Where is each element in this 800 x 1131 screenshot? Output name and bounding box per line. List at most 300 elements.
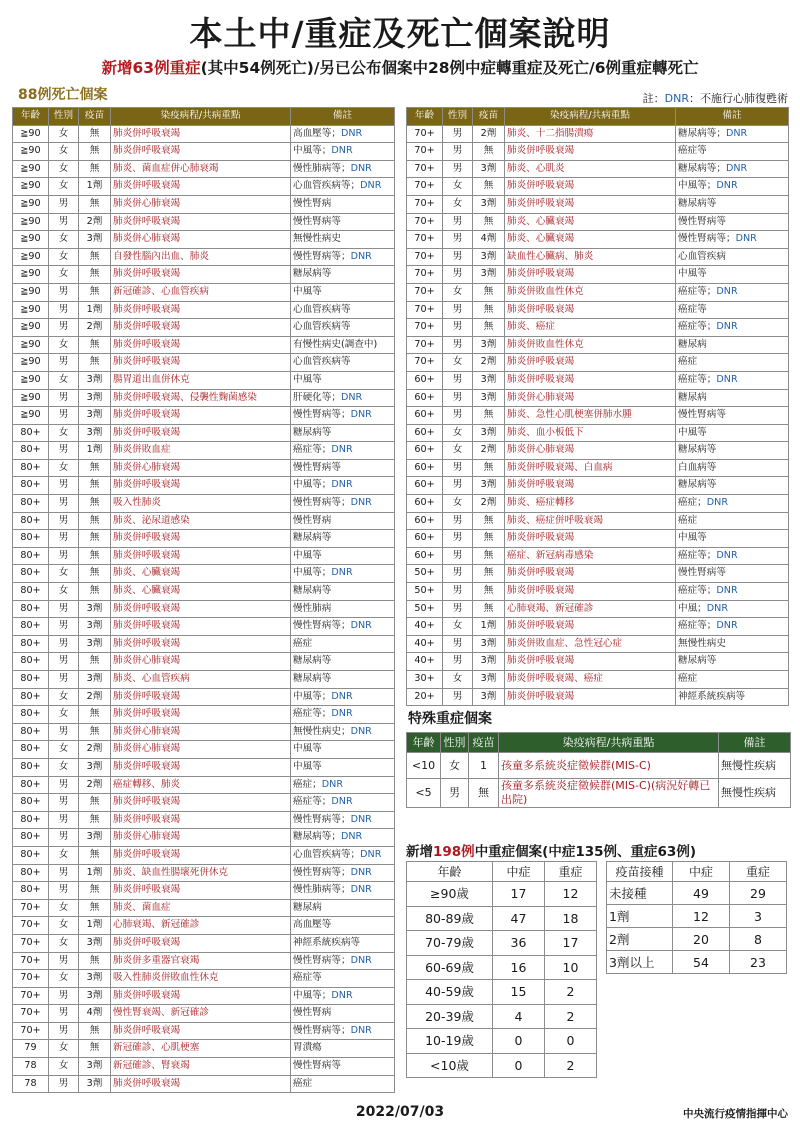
severe-count-cell: 0 — [545, 1029, 597, 1054]
severe-count-cell: 17 — [545, 931, 597, 956]
age-cell: 80+ — [13, 618, 49, 636]
table-row — [407, 565, 789, 583]
table-row — [407, 143, 789, 161]
remark-cell — [291, 864, 395, 882]
dnr-tag: DNR — [331, 444, 353, 456]
sex-cell: 女 — [49, 917, 79, 935]
remark-cell — [291, 1005, 395, 1023]
dnr-tag: DNR — [716, 285, 738, 297]
age-cell: 80+ — [13, 811, 49, 829]
table-row — [407, 671, 789, 689]
remark-text: 心血管疾病等 — [293, 321, 351, 333]
condition-cell: 肺炎併呼吸衰竭 — [111, 934, 291, 952]
vaccine-cell: 無 — [79, 459, 111, 477]
table-row — [407, 1053, 597, 1078]
table-row — [13, 319, 395, 337]
table-row — [407, 530, 789, 548]
page-subtitle — [0, 56, 800, 78]
condition-cell: 肺炎、十二指腸潰瘍 — [505, 125, 676, 143]
remark-text: 慢性腎病等； — [678, 233, 736, 245]
table-row — [407, 688, 789, 706]
age-cell: 70+ — [13, 917, 49, 935]
condition-cell: 肺炎併多重器官衰竭 — [111, 952, 291, 970]
vaccine-cell: 3劑 — [473, 688, 505, 706]
new-cases-count: 198例 — [433, 844, 475, 860]
age-cell: 80+ — [13, 723, 49, 741]
severe-count-cell: 10 — [545, 955, 597, 980]
remark-cell — [291, 125, 395, 143]
dnr-tag: DNR — [331, 690, 353, 702]
vaccine-cell: 3劑 — [79, 987, 111, 1005]
vaccine-cell: 無 — [473, 459, 505, 477]
dnr-tag: DNR — [360, 848, 382, 860]
sex-cell: 男 — [49, 653, 79, 671]
table-row — [407, 442, 789, 460]
age-cell: 40+ — [407, 635, 443, 653]
sex-cell: 男 — [49, 829, 79, 847]
sex-cell: 男 — [443, 160, 473, 178]
age-cell: 80+ — [13, 653, 49, 671]
remark-text: 癌症等 — [678, 303, 707, 315]
vaccine-cell: 1 — [469, 753, 499, 779]
condition-cell: 肺炎併呼吸衰竭 — [111, 600, 291, 618]
table-row — [407, 266, 789, 284]
remark-text: 中風等 — [293, 549, 322, 561]
age-cell: ≧90 — [13, 231, 49, 249]
age-cell: 80+ — [13, 495, 49, 513]
vaccine-cell: 1劑 — [473, 618, 505, 636]
vaccine-cell: 3劑 — [79, 970, 111, 988]
death-section-title: 88例死亡個案 — [18, 87, 108, 103]
remark-cell — [291, 459, 395, 477]
condition-cell: 新冠確診、腎衰竭 — [111, 1058, 291, 1076]
table-row — [13, 706, 395, 724]
table-row — [407, 906, 597, 931]
dnr-tag: DNR — [716, 585, 738, 597]
age-cell: ≧90 — [13, 248, 49, 266]
table-row — [13, 512, 395, 530]
table-row — [13, 442, 395, 460]
dnr-tag: DNR — [716, 620, 738, 632]
condition-cell: 肺炎、泌尿道感染 — [111, 512, 291, 530]
sex-cell: 男 — [49, 195, 79, 213]
remark-cell — [676, 248, 789, 266]
remark-cell — [291, 354, 395, 372]
table-row — [407, 178, 789, 196]
remark-text: 癌症等； — [293, 444, 332, 456]
remark-text: 中風等 — [678, 532, 707, 544]
vaccine-cell: 2劑 — [79, 688, 111, 706]
age-cell: 78 — [13, 1058, 49, 1076]
sex-cell: 女 — [49, 688, 79, 706]
remark-text: 中風等； — [293, 145, 332, 157]
moderate-count-cell: 0 — [493, 1029, 545, 1054]
remark-cell — [291, 336, 395, 354]
table-row — [407, 1004, 597, 1029]
dnr-tag: DNR — [716, 373, 738, 385]
sex-cell: 男 — [443, 583, 473, 601]
remark-text: 中風等； — [293, 567, 332, 579]
sex-cell: 男 — [49, 283, 79, 301]
table-row — [407, 547, 789, 565]
age-cell: ≧90 — [13, 213, 49, 231]
remark-cell — [291, 741, 395, 759]
sex-cell: 男 — [49, 354, 79, 372]
age-cell: 80+ — [13, 600, 49, 618]
column-header: 重症 — [730, 862, 787, 882]
remark-text: 癌症； — [678, 497, 707, 509]
remark-cell — [676, 583, 789, 601]
table-row — [13, 583, 395, 601]
vaccine-cell: 無 — [79, 477, 111, 495]
table-row — [13, 600, 395, 618]
age-cell: ≧90 — [13, 336, 49, 354]
remark-text: 心血管疾病等 — [293, 303, 351, 315]
remark-text: 慢性腎病等； — [293, 866, 351, 878]
remark-cell — [676, 618, 789, 636]
vaccine-cell: 4劑 — [473, 231, 505, 249]
table-row — [13, 459, 395, 477]
remark-cell — [291, 934, 395, 952]
condition-cell: 肺炎併呼吸衰竭 — [111, 301, 291, 319]
table-row — [13, 407, 395, 425]
remark-text: 中風等 — [678, 426, 707, 438]
sex-cell: 男 — [49, 1075, 79, 1093]
remark-cell — [291, 811, 395, 829]
vaccine-cell: 3劑 — [79, 407, 111, 425]
age-cell: 70+ — [407, 301, 443, 319]
dnr-tag: DNR — [716, 549, 738, 561]
table-row — [407, 319, 789, 337]
table-row — [13, 811, 395, 829]
table-row — [13, 1058, 395, 1076]
age-cell: ≧90 — [13, 195, 49, 213]
condition-cell: 吸入性肺炎併敗血性休克 — [111, 970, 291, 988]
remark-text: 慢性腎病 — [293, 514, 332, 526]
age-cell: 60+ — [407, 547, 443, 565]
vaccine-cell: 無 — [79, 811, 111, 829]
condition-cell: 孩童多系統炎症徵候群(MIS-C)(病況好轉已出院) — [499, 779, 719, 808]
condition-cell: 肺炎併呼吸衰竭 — [505, 195, 676, 213]
remark-cell — [676, 371, 789, 389]
remark-text: 慢性腎病 — [293, 1007, 332, 1019]
condition-cell: 肺炎、心血管疾病 — [111, 671, 291, 689]
condition-cell: 肺炎併呼吸衰竭 — [111, 266, 291, 284]
remark-text: 癌症 — [293, 637, 313, 649]
vaccine-cell: 2劑 — [79, 319, 111, 337]
condition-cell: 肺炎併敗血性休克 — [505, 283, 676, 301]
vaccine-cell: 2劑 — [473, 442, 505, 460]
new-cases-suffix: 中重症個案(中症135例、重症63例) — [474, 844, 696, 860]
severe-count-cell: 12 — [545, 882, 597, 907]
sex-cell: 女 — [443, 354, 473, 372]
condition-cell: 肺炎併呼吸衰竭 — [111, 811, 291, 829]
sex-cell: 女 — [49, 178, 79, 196]
remark-cell — [291, 178, 395, 196]
remark-cell — [291, 618, 395, 636]
category-cell: ≥90歲 — [407, 882, 493, 907]
table-row — [13, 934, 395, 952]
table-row — [13, 917, 395, 935]
table-row — [407, 231, 789, 249]
condition-cell: 肺炎併呼吸衰竭 — [111, 882, 291, 900]
remark-text: 慢性腎病 — [293, 197, 332, 209]
sex-cell: 男 — [443, 512, 473, 530]
sex-cell: 女 — [49, 1040, 79, 1058]
vaccine-cell: 3劑 — [79, 829, 111, 847]
condition-cell: 肺炎併敗血症、急性冠心症 — [505, 635, 676, 653]
death-cases-table-left — [12, 107, 395, 1093]
remark-text: 慢性腎病等； — [293, 1024, 351, 1036]
dnr-tag: DNR — [331, 708, 353, 720]
vaccine-cell: 3劑 — [473, 671, 505, 689]
vaccine-cell: 無 — [473, 213, 505, 231]
remark-text: 中風等； — [678, 180, 717, 192]
remark-cell — [291, 424, 395, 442]
age-cell: 70+ — [13, 970, 49, 988]
remark-text: 癌症等； — [678, 620, 717, 632]
vaccine-cell: 無 — [79, 547, 111, 565]
vaccine-cell: 1劑 — [79, 864, 111, 882]
condition-cell: 肺炎併呼吸衰竭 — [111, 846, 291, 864]
age-cell: 80+ — [13, 671, 49, 689]
vaccine-cell: 無 — [473, 512, 505, 530]
sex-cell: 男 — [443, 653, 473, 671]
dnr-tag: DNR — [706, 602, 729, 614]
dnr-tag: DNR — [350, 497, 372, 509]
sex-cell: 男 — [443, 143, 473, 161]
condition-cell: 肺炎併呼吸衰竭 — [111, 706, 291, 724]
condition-cell: 吸入性肺炎 — [111, 495, 291, 513]
remark-cell — [676, 301, 789, 319]
note-suffix: ：不施行心肺復甦術 — [689, 92, 788, 105]
condition-cell: 心肺衰竭、新冠確診 — [505, 600, 676, 618]
condition-cell: 肺炎併心肺衰竭 — [505, 389, 676, 407]
remark-cell — [291, 1022, 395, 1040]
age-cell: 80+ — [13, 688, 49, 706]
condition-cell: 肺炎併呼吸衰竭、癌症 — [505, 671, 676, 689]
condition-cell: 自發性腦內出血、肺炎 — [111, 248, 291, 266]
table-row — [407, 248, 789, 266]
table-row — [407, 301, 789, 319]
dnr-tag: DNR — [350, 866, 372, 878]
vaccine-cell: 3劑 — [473, 424, 505, 442]
remark-cell — [291, 477, 395, 495]
remark-cell — [291, 547, 395, 565]
age-cell: 60+ — [407, 495, 443, 513]
category-cell: 1劑 — [607, 905, 673, 928]
table-header-row — [407, 108, 789, 126]
sex-cell: 男 — [443, 459, 473, 477]
vaccine-cell: 無 — [79, 530, 111, 548]
vaccine-cell: 3劑 — [473, 477, 505, 495]
vaccine-cell: 無 — [79, 512, 111, 530]
table-row — [13, 424, 395, 442]
sex-cell: 男 — [49, 776, 79, 794]
remark-text: 慢性腎病等； — [293, 813, 351, 825]
column-header: 中症 — [673, 862, 730, 882]
category-cell: 20-39歲 — [407, 1004, 493, 1029]
table-row — [13, 565, 395, 583]
condition-cell: 肺炎併呼吸衰竭 — [111, 1022, 291, 1040]
remark-cell — [291, 530, 395, 548]
sex-cell: 男 — [49, 301, 79, 319]
moderate-count-cell: 47 — [493, 906, 545, 931]
dnr-tag: DNR — [716, 321, 738, 333]
severe-count-cell: 29 — [730, 882, 787, 905]
remark-text: 中風等； — [293, 479, 332, 491]
remark-cell — [291, 442, 395, 460]
sex-cell: 女 — [49, 231, 79, 249]
vaccine-cell: 無 — [79, 336, 111, 354]
remark-text: 糖尿病等 — [293, 585, 332, 597]
remark-text: 癌症等 — [293, 972, 322, 984]
age-cell: 80+ — [13, 741, 49, 759]
death-cases-table-right — [406, 107, 789, 706]
remark-cell — [291, 160, 395, 178]
report-date: 2022/07/03 — [355, 1104, 445, 1120]
condition-cell: 肺炎併心肺衰竭 — [111, 653, 291, 671]
sex-cell: 男 — [441, 779, 469, 808]
condition-cell: 肺炎、心肌炎 — [505, 160, 676, 178]
remark-text: 慢性腎病等； — [293, 409, 351, 421]
table-row — [407, 160, 789, 178]
age-cell: 70+ — [407, 195, 443, 213]
table-row — [13, 143, 395, 161]
age-cell: 60+ — [407, 530, 443, 548]
remark-cell — [291, 266, 395, 284]
vaccine-cell: 3劑 — [473, 248, 505, 266]
dnr-tag: DNR — [350, 725, 372, 737]
age-cell: 60+ — [407, 459, 443, 477]
sex-cell: 男 — [49, 882, 79, 900]
remark-text: 慢性腎病等 — [678, 567, 726, 579]
vaccine-cell: 3劑 — [473, 635, 505, 653]
condition-cell: 肺炎併心肺衰竭 — [505, 442, 676, 460]
condition-cell: 心肺衰竭、新冠確診 — [111, 917, 291, 935]
table-row — [13, 283, 395, 301]
remark-text: 糖尿病 — [678, 338, 707, 350]
age-cell: 70+ — [407, 319, 443, 337]
vaccine-cell: 2劑 — [473, 495, 505, 513]
table-row — [407, 512, 789, 530]
column-header: 年齡 — [407, 108, 443, 126]
column-header: 染疫病程/共病重點 — [505, 108, 676, 126]
vaccine-cell: 無 — [473, 407, 505, 425]
age-cell: ≧90 — [13, 301, 49, 319]
remark-cell — [676, 512, 789, 530]
remark-cell — [676, 178, 789, 196]
table-row — [13, 741, 395, 759]
sex-cell: 男 — [49, 547, 79, 565]
vaccine-cell: 2劑 — [79, 776, 111, 794]
remark-cell — [676, 459, 789, 477]
remark-text: 癌症 — [678, 673, 698, 684]
remark-text: 高血壓等； — [293, 127, 341, 139]
remark-cell — [291, 371, 395, 389]
remark-text: 心血管疾病等； — [293, 180, 361, 192]
age-cell: 50+ — [407, 565, 443, 583]
age-cell: ≧90 — [13, 319, 49, 337]
table-row — [407, 753, 791, 779]
remark-text: 癌症 — [293, 1077, 313, 1089]
age-cell: 80+ — [13, 530, 49, 548]
remark-text: 中風等； — [293, 989, 332, 1001]
sex-cell: 女 — [49, 459, 79, 477]
vaccine-cell: 無 — [473, 178, 505, 196]
remark-cell — [291, 143, 395, 161]
category-cell: 60-69歲 — [407, 955, 493, 980]
remark-text: 癌症等； — [678, 585, 717, 597]
dnr-tag: DNR — [350, 884, 372, 896]
remark-cell — [676, 266, 789, 284]
sex-cell: 男 — [49, 987, 79, 1005]
vaccine-cell: 無 — [473, 565, 505, 583]
column-header: 備註 — [676, 108, 789, 126]
column-header: 染疫病程/共病重點 — [111, 108, 291, 126]
table-row — [407, 600, 789, 618]
category-cell: 2劑 — [607, 928, 673, 951]
sex-cell: 男 — [49, 407, 79, 425]
condition-cell: 癌症、新冠病毒感染 — [505, 547, 676, 565]
condition-cell: 缺血性心臟病、肺炎 — [505, 248, 676, 266]
dnr-tag: DNR — [340, 831, 363, 843]
remark-cell — [676, 442, 789, 460]
sex-cell: 男 — [49, 1022, 79, 1040]
dnr-tag: DNR — [331, 989, 353, 1001]
column-header: 疫苗接種 — [607, 862, 673, 882]
dnr-tag: DNR — [350, 954, 372, 966]
sex-cell: 女 — [443, 618, 473, 636]
remark-cell — [291, 970, 395, 988]
age-cell: 60+ — [407, 477, 443, 495]
remark-cell — [676, 671, 789, 689]
age-cell: 40+ — [407, 653, 443, 671]
table-row — [407, 389, 789, 407]
dnr-tag: DNR — [340, 127, 363, 139]
age-cell: 60+ — [407, 512, 443, 530]
dnr-tag: DNR — [331, 796, 353, 808]
table-row — [13, 336, 395, 354]
severe-count-cell: 3 — [730, 905, 787, 928]
vaccine-cell: 3劑 — [79, 1075, 111, 1093]
remark-text: 慢性腎病等 — [678, 409, 726, 421]
remark-text: 癌症等； — [293, 796, 332, 808]
table-row — [407, 653, 789, 671]
condition-cell: 肺炎併呼吸衰竭 — [111, 213, 291, 231]
sex-cell: 男 — [443, 213, 473, 231]
sex-cell: 男 — [443, 600, 473, 618]
age-cell: ≧90 — [13, 125, 49, 143]
vaccine-cell: 無 — [473, 530, 505, 548]
new-cases-prefix: 新增 — [406, 844, 433, 860]
remark-cell — [291, 846, 395, 864]
vaccine-cell: 3劑 — [79, 1058, 111, 1076]
remark-cell — [291, 688, 395, 706]
dnr-tag: DNR — [706, 497, 729, 509]
table-row — [13, 1005, 395, 1023]
dnr-tag: DNR — [716, 180, 738, 192]
remark-cell — [291, 952, 395, 970]
table-row — [13, 987, 395, 1005]
condition-cell: 肺炎併呼吸衰竭 — [505, 688, 676, 706]
vaccine-cell: 2劑 — [473, 125, 505, 143]
age-cell: ≧90 — [13, 389, 49, 407]
dnr-note — [643, 90, 788, 106]
condition-cell: 肺炎併呼吸衰竭 — [505, 371, 676, 389]
vaccine-cell: 無 — [473, 583, 505, 601]
vaccine-cell: 無 — [473, 301, 505, 319]
